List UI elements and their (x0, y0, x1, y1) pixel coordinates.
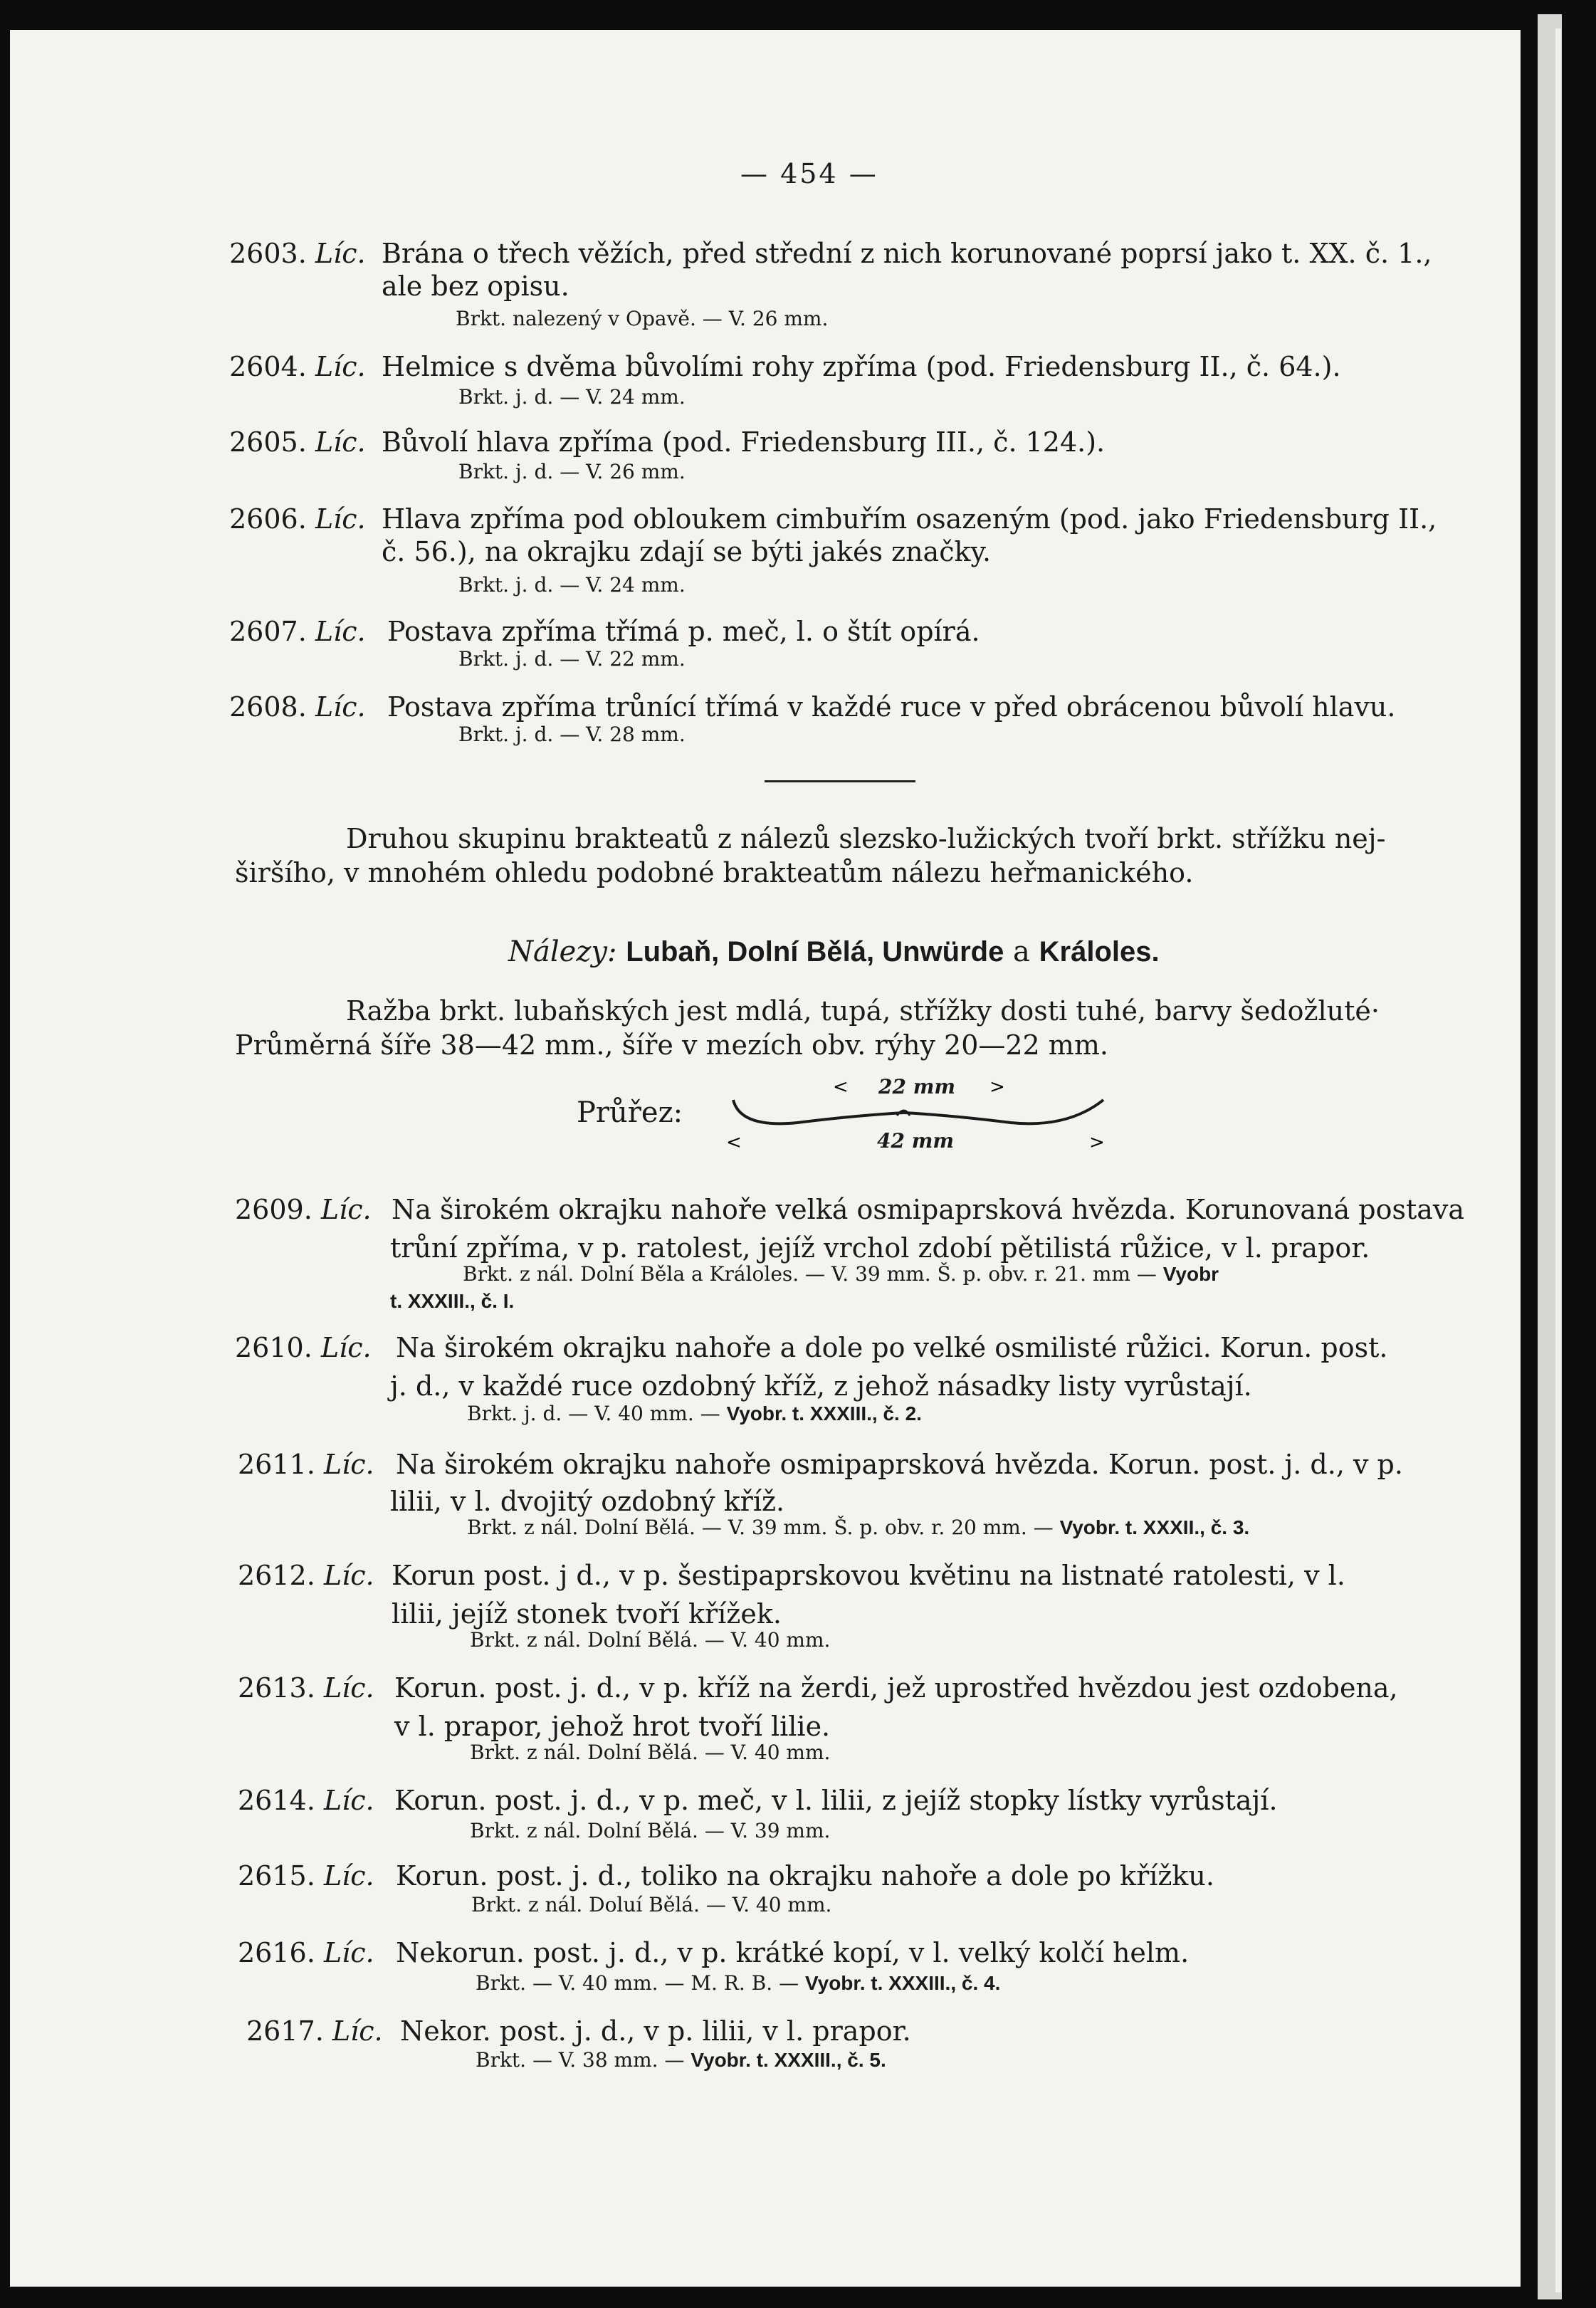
profile-label: Průřez: (577, 1096, 683, 1129)
svg-text:>: > (1089, 1132, 1105, 1153)
entry-2610-line2: j. d., v každé ruce ozdobný kříž, z jehož násadky listy vyrůstají. (390, 1370, 1252, 1402)
entry-2617: 2617. Líc. (246, 2015, 383, 2047)
entry-2615-meta: Brkt. z nál. Doluí Bělá. — V. 40 mm. (471, 1893, 832, 1916)
svg-text:<: < (833, 1076, 849, 1098)
svg-text:>: > (989, 1076, 1005, 1098)
entry-2611: 2611. Líc. (238, 1449, 374, 1480)
entry-2617-line1: Nekor. post. j. d., v p. lilii, v l. prapor. (400, 2015, 911, 2047)
entry-2611-meta: Brkt. z nál. Dolní Bělá. — V. 39 mm. Š. p. obv. r. 20 mm. — Vyobr. t. XXXII., č. 3. (467, 1516, 1250, 1539)
entry-2604-text: Helmice s dvěma bůvolími rohy zpříma (pod. Friedensburg II., č. 64.). (382, 351, 1341, 382)
svg-text:<: < (726, 1132, 742, 1153)
paragraph1-line1: Druhou skupinu brakteatů z nálezů slezsko-lužických tvoří brkt. střížku nej- (346, 823, 1386, 854)
entry-2612-line2: lilii, jejíž stonek tvoří křížek. (392, 1598, 782, 1630)
entry-2613-line1: Korun. post. j. d., v p. kříž na žerdi, jež uprostřed hvězdou jest ozdobena, (394, 1672, 1398, 1704)
entry-2616-meta: Brkt. — V. 40 mm. — M. R. B. — Vyobr. t. XXXIII., č. 4. (476, 1971, 1001, 1995)
entry-2605-text: Bůvolí hlava zpříma (pod. Friedensburg III., č. 124.). (382, 426, 1106, 458)
entry-2617-meta: Brkt. — V. 38 mm. — Vyobr. t. XXXIII., č. 5. (476, 2048, 886, 2072)
entry-2604-meta: Brkt. j. d. — V. 24 mm. (458, 385, 686, 409)
entry-2612-line1: Korun post. j d., v p. šestipaprskovou květinu na listnaté ratolesti, v l. (392, 1560, 1345, 1591)
section-divider (765, 780, 915, 782)
entry-2609-line2: trůní zpříma, v p. ratolest, jejíž vrchol zdobí pětilistá růžice, v l. prapor. (390, 1232, 1370, 1264)
entry-2615-line1: Korun. post. j. d., toliko na okrajku nahoře a dole po křížku. (396, 1860, 1214, 1892)
entry-2606: 2606. Líc. (229, 503, 366, 535)
entry-2609-meta2: t. XXXIII., č. I. (390, 1290, 515, 1312)
entry-2603-meta: Brkt. nalezený v Opavě. — V. 26 mm. (456, 307, 829, 330)
entry-2609: 2609. Líc. (235, 1194, 372, 1225)
entry-2614-meta: Brkt. z nál. Dolní Bělá. — V. 39 mm. (470, 1819, 831, 1842)
paragraph2-line2: Průměrná šíře 38—42 mm., šíře v mezích obv. rýhy 20—22 mm. (235, 1029, 1108, 1061)
entry-2608: 2608. Líc. (229, 691, 366, 723)
profile-inner-width: 22 mm (878, 1075, 955, 1098)
entry-2610-meta: Brkt. j. d. — V. 40 mm. — Vyobr. t. XXXIII., č. 2. (467, 1402, 922, 1425)
entry-2606-meta: Brkt. j. d. — V. 24 mm. (458, 573, 686, 597)
entry-2615: 2615. Líc. (238, 1860, 374, 1892)
entry-2614: 2614. Líc. (238, 1785, 374, 1816)
entry-2610-line1: Na širokém okrajku nahoře a dole po velké osmilisté růžici. Korun. post. (396, 1332, 1388, 1363)
entry-2607-meta: Brkt. j. d. — V. 22 mm. (458, 647, 686, 671)
entry-2603-text: Brána o třech věžích, před střední z nich korunované poprsí jako t. XX. č. 1., ale bez opisu. (382, 238, 1432, 302)
entry-2610: 2610. Líc. (235, 1332, 372, 1363)
section-heading: Nálezy: Lubaň, Dolní Bělá, Unwürde a Králoles. (508, 935, 1160, 968)
entry-2611-line1: Na širokém okrajku nahoře osmipaprsková hvězda. Korun. post. j. d., v p. (396, 1449, 1403, 1480)
paragraph1-line2: širšího, v mnohém ohledu podobné brakteatům nálezu heřmanického. (235, 857, 1194, 888)
entry-2613: 2613. Líc. (238, 1672, 374, 1704)
entry-2603: 2603. Líc. (229, 238, 366, 269)
entry-2606-text: Hlava zpříma pod obloukem cimbuřím osazeným (pod. jako Friedensburg II., č. 56.), na okrajku zdají se býti jakés značky. (382, 503, 1437, 567)
paragraph2-line1: Ražba brkt. lubaňských jest mdlá, tupá, střížky dosti tuhé, barvy šedožluté· (346, 995, 1380, 1027)
profile-outer-width: 42 mm (877, 1129, 954, 1153)
entry-2612-meta: Brkt. z nál. Dolní Bělá. — V. 40 mm. (470, 1628, 831, 1652)
entry-2613-line2: v l. prapor, jehož hrot tvoří lilie. (394, 1711, 831, 1742)
entry-2605-meta: Brkt. j. d. — V. 26 mm. (458, 460, 686, 483)
entry-2613-meta: Brkt. z nál. Dolní Bělá. — V. 40 mm. (470, 1741, 831, 1764)
entry-2609-meta: Brkt. z nál. Dolní Běla a Králoles. — V. 39 mm. Š. p. obv. r. 21. mm — Vyobr (463, 1262, 1219, 1286)
entry-2609-line1: Na širokém okrajku nahoře velká osmipaprsková hvězda. Korunovaná postava (392, 1194, 1465, 1225)
entry-2614-line1: Korun. post. j. d., v p. meč, v l. lilii, z jejíž stopky lístky vyrůstají. (394, 1785, 1278, 1816)
entry-2608-meta: Brkt. j. d. — V. 28 mm. (458, 723, 686, 746)
entry-2616-line1: Nekorun. post. j. d., v p. krátké kopí, v l. velký kolčí helm. (396, 1937, 1190, 1968)
entry-2608-text: Postava zpříma trůnící třímá v každé ruce v před obrácenou bůvolí hlavu. (387, 691, 1396, 723)
entry-2616: 2616. Líc. (238, 1937, 374, 1968)
entry-2607-text: Postava zpříma třímá p. meč, l. o štít opírá. (387, 616, 980, 647)
entry-2611-line2: lilii, v l. dvojitý ozdobný kříž. (390, 1486, 785, 1517)
entry-2604: 2604. Líc. (229, 351, 366, 382)
entry-2612: 2612. Líc. (238, 1560, 374, 1591)
entry-2607: 2607. Líc. (229, 616, 366, 647)
page-number: — 454 — (740, 158, 878, 189)
entry-2605: 2605. Líc. (229, 426, 366, 458)
